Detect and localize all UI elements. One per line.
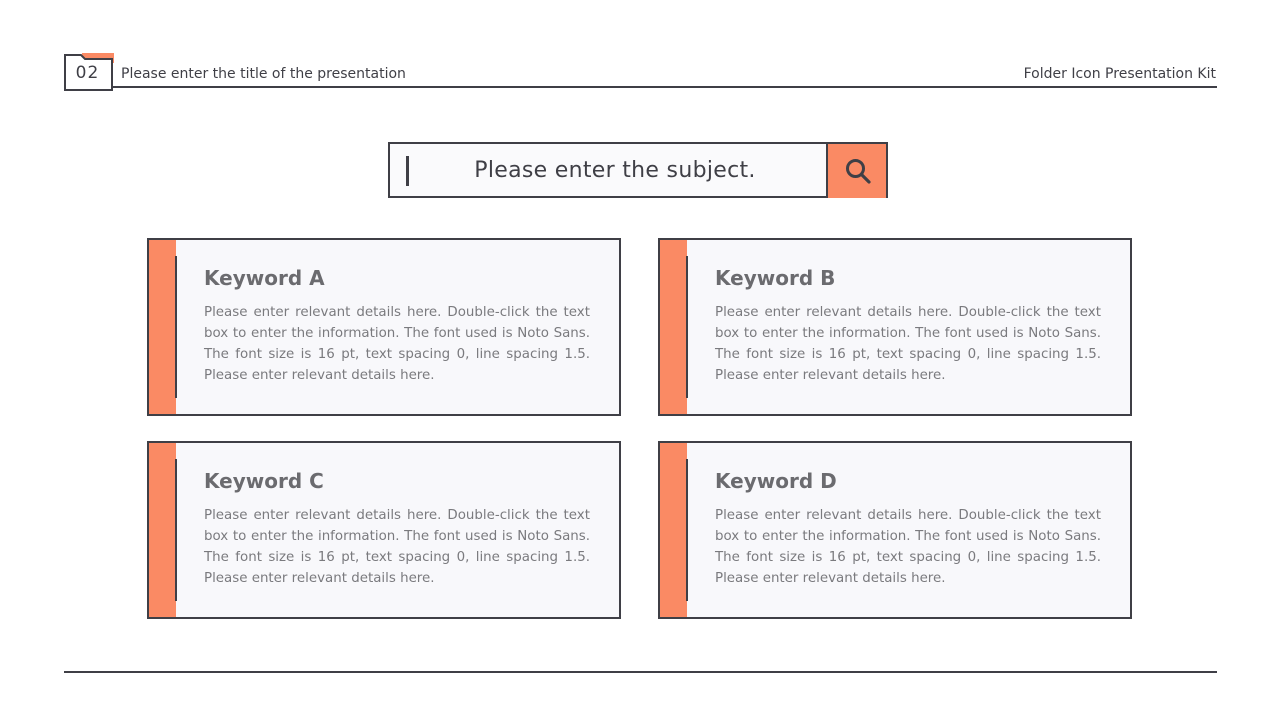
card-accent-bar [660,443,687,617]
card-accent-bar [660,240,687,414]
card-title[interactable]: Keyword C [204,469,324,493]
page-number: 02 [75,63,100,83]
card-title[interactable]: Keyword D [715,469,837,493]
subject-text[interactable]: Please enter the subject. [474,158,756,183]
text-caret [406,156,409,186]
card-accent-bar [149,240,176,414]
subject-search-bar[interactable] [388,142,888,198]
keyword-card-c [147,441,621,619]
card-divider [686,459,688,601]
card-divider [175,459,177,601]
keyword-card-a [147,238,621,416]
search-button[interactable] [826,144,886,198]
header-divider [112,86,1217,88]
kit-name: Folder Icon Presentation Kit [1023,66,1216,82]
keyword-card-b [658,238,1132,416]
card-title[interactable]: Keyword A [204,266,325,290]
keyword-card-d [658,441,1132,619]
card-body[interactable]: Please enter relevant details here. Double-click the text box to enter the information. The font used is Noto Sans. The font size is 16 pt, text spacing 0, line spacing 1.5. Please enter relevant details here. [715,508,1101,586]
card-divider [686,256,688,398]
search-icon [845,158,871,184]
card-divider [175,256,177,398]
presentation-title: Please enter the title of the presentation [121,66,406,82]
card-body[interactable]: Please enter relevant details here. Double-click the text box to enter the information. The font used is Noto Sans. The font size is 16 pt, text spacing 0, line spacing 1.5. Please enter relevant details here. [204,305,590,383]
card-title[interactable]: Keyword B [715,266,836,290]
footer-divider [64,671,1217,673]
card-body[interactable]: Please enter relevant details here. Double-click the text box to enter the information. The font used is Noto Sans. The font size is 16 pt, text spacing 0, line spacing 1.5. Please enter relevant details here. [204,508,590,586]
card-accent-bar [149,443,176,617]
card-body[interactable]: Please enter relevant details here. Double-click the text box to enter the information. The font used is Noto Sans. The font size is 16 pt, text spacing 0, line spacing 1.5. Please enter relevant details here. [715,305,1101,383]
